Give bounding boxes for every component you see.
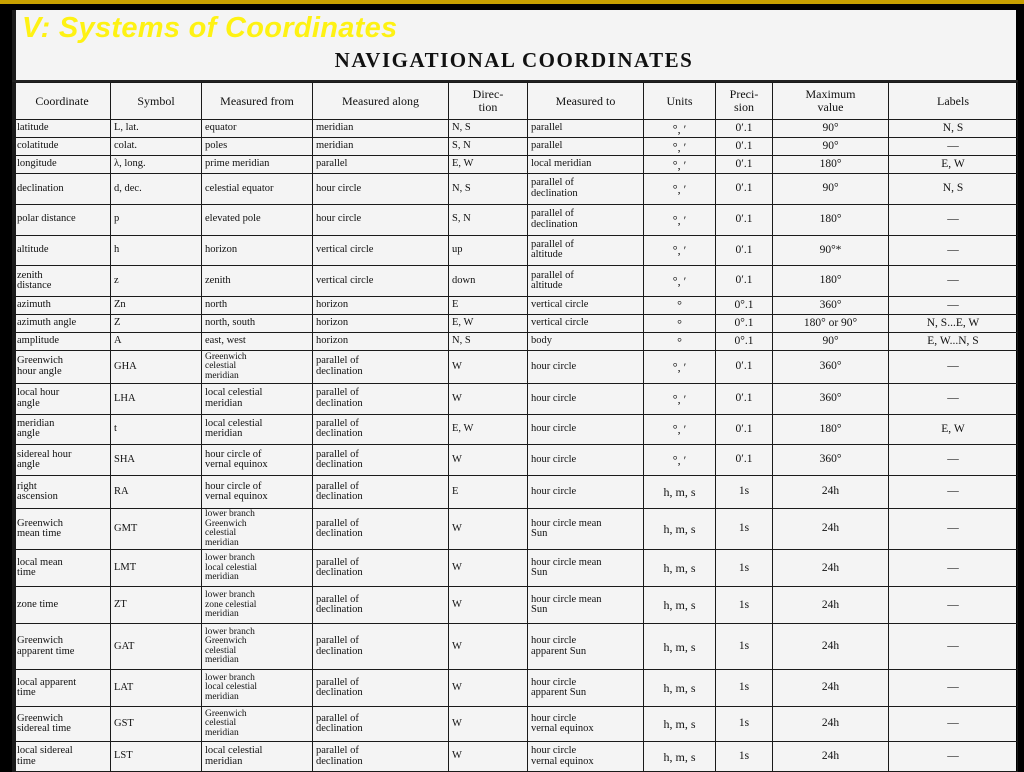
cell-maximum-value: 24h bbox=[773, 742, 889, 772]
cell-measured-from: east, west bbox=[202, 333, 313, 351]
cell-coordinate: local hour angle bbox=[14, 383, 111, 414]
cell-labels: — bbox=[889, 670, 1018, 707]
cell-labels: E, W bbox=[889, 156, 1018, 174]
cell-measured-along: parallel of declination bbox=[313, 742, 449, 772]
cell-direction: N, S bbox=[449, 120, 528, 138]
header-measured-along: Measured along bbox=[313, 83, 449, 120]
cell-direction: S, N bbox=[449, 138, 528, 156]
cell-maximum-value: 24h bbox=[773, 707, 889, 742]
cell-units: h, m, s bbox=[644, 587, 716, 624]
cell-maximum-value: 24h bbox=[773, 508, 889, 549]
cell-precision: 0′.1 bbox=[716, 351, 773, 384]
cell-symbol: SHA bbox=[111, 445, 202, 476]
cell-direction: E bbox=[449, 476, 528, 509]
cell-coordinate: azimuth angle bbox=[14, 315, 111, 333]
cell-measured-to: hour circle mean Sun bbox=[528, 587, 644, 624]
cell-direction: up bbox=[449, 235, 528, 266]
cell-units: h, m, s bbox=[644, 476, 716, 509]
cell-maximum-value: 360° bbox=[773, 383, 889, 414]
cell-units: °, ′ bbox=[644, 351, 716, 384]
cell-maximum-value: 360° bbox=[773, 296, 889, 314]
cell-labels: — bbox=[889, 707, 1018, 742]
cell-symbol: colat. bbox=[111, 138, 202, 156]
cell-labels: E, W...N, S bbox=[889, 333, 1018, 351]
cell-measured-to: parallel of altitude bbox=[528, 235, 644, 266]
cell-measured-along: horizon bbox=[313, 315, 449, 333]
cell-direction: N, S bbox=[449, 174, 528, 205]
cell-precision: 0′.1 bbox=[716, 266, 773, 297]
cell-measured-along: vertical circle bbox=[313, 235, 449, 266]
cell-symbol: ZT bbox=[111, 587, 202, 624]
header-labels: Labels bbox=[889, 83, 1018, 120]
cell-measured-from: zenith bbox=[202, 266, 313, 297]
cell-symbol: GST bbox=[111, 707, 202, 742]
cell-coordinate: colatitude bbox=[14, 138, 111, 156]
cell-measured-from: lower branch Greenwich celestial meridian bbox=[202, 508, 313, 549]
table-row bbox=[14, 138, 1018, 156]
cell-measured-from: lower branch local celestial meridian bbox=[202, 550, 313, 587]
table-row bbox=[14, 624, 1018, 670]
cell-symbol: λ, long. bbox=[111, 156, 202, 174]
cell-measured-from: lower branch zone celestial meridian bbox=[202, 587, 313, 624]
cell-symbol: p bbox=[111, 204, 202, 235]
cell-maximum-value: 360° bbox=[773, 351, 889, 384]
cell-labels: — bbox=[889, 587, 1018, 624]
cell-precision: 0′.1 bbox=[716, 156, 773, 174]
cell-measured-from: lower branch Greenwich celestial meridian bbox=[202, 624, 313, 670]
cell-measured-to: parallel of altitude bbox=[528, 266, 644, 297]
cell-symbol: LAT bbox=[111, 670, 202, 707]
cell-coordinate: altitude bbox=[14, 235, 111, 266]
cell-coordinate: azimuth bbox=[14, 296, 111, 314]
cell-symbol: LMT bbox=[111, 550, 202, 587]
cell-direction: E, W bbox=[449, 414, 528, 445]
cell-labels: — bbox=[889, 138, 1018, 156]
cell-maximum-value: 24h bbox=[773, 670, 889, 707]
cell-units: °, ′ bbox=[644, 445, 716, 476]
cell-measured-along: parallel of declination bbox=[313, 707, 449, 742]
cell-measured-from: prime meridian bbox=[202, 156, 313, 174]
cell-maximum-value: 24h bbox=[773, 587, 889, 624]
table-row bbox=[14, 508, 1018, 549]
cell-direction: down bbox=[449, 266, 528, 297]
table-row bbox=[14, 120, 1018, 138]
cell-maximum-value: 180° or 90° bbox=[773, 315, 889, 333]
cell-measured-from: local celestial meridian bbox=[202, 383, 313, 414]
cell-measured-from: hour circle of vernal equinox bbox=[202, 445, 313, 476]
cell-direction: W bbox=[449, 587, 528, 624]
cell-coordinate: polar distance bbox=[14, 204, 111, 235]
cell-measured-from: poles bbox=[202, 138, 313, 156]
cell-symbol: L, lat. bbox=[111, 120, 202, 138]
cell-direction: S, N bbox=[449, 204, 528, 235]
cell-units: °, ′ bbox=[644, 174, 716, 205]
cell-direction: W bbox=[449, 550, 528, 587]
cell-measured-to: body bbox=[528, 333, 644, 351]
cell-coordinate: Greenwich sidereal time bbox=[14, 707, 111, 742]
cell-precision: 0′.1 bbox=[716, 138, 773, 156]
cell-precision: 1s bbox=[716, 587, 773, 624]
cell-measured-from: horizon bbox=[202, 235, 313, 266]
table-row bbox=[14, 351, 1018, 384]
table-row bbox=[14, 235, 1018, 266]
cell-measured-to: hour circle bbox=[528, 476, 644, 509]
cell-measured-to: hour circle bbox=[528, 351, 644, 384]
cell-precision: 0°.1 bbox=[716, 296, 773, 314]
table-title: NAVIGATIONAL COORDINATES bbox=[334, 48, 694, 72]
cell-measured-from: celestial equator bbox=[202, 174, 313, 205]
cell-measured-to: vertical circle bbox=[528, 315, 644, 333]
cell-measured-along: meridian bbox=[313, 138, 449, 156]
cell-maximum-value: 90° bbox=[773, 138, 889, 156]
cell-maximum-value: 180° bbox=[773, 266, 889, 297]
table-row bbox=[14, 383, 1018, 414]
cell-measured-along: hour circle bbox=[313, 174, 449, 205]
cell-measured-from: Greenwich celestial meridian bbox=[202, 707, 313, 742]
cell-labels: — bbox=[889, 508, 1018, 549]
cell-labels: — bbox=[889, 296, 1018, 314]
cell-direction: W bbox=[449, 445, 528, 476]
cell-units: h, m, s bbox=[644, 670, 716, 707]
cell-precision: 1s bbox=[716, 476, 773, 509]
cell-maximum-value: 90°* bbox=[773, 235, 889, 266]
cell-coordinate: latitude bbox=[14, 120, 111, 138]
cell-labels: E, W bbox=[889, 414, 1018, 445]
cell-measured-from: lower branch local celestial meridian bbox=[202, 670, 313, 707]
cell-units: °, ′ bbox=[644, 138, 716, 156]
cell-measured-from: equator bbox=[202, 120, 313, 138]
cell-measured-from: hour circle of vernal equinox bbox=[202, 476, 313, 509]
cell-measured-to: hour circle bbox=[528, 414, 644, 445]
cell-measured-along: parallel of declination bbox=[313, 550, 449, 587]
cell-coordinate: Greenwich mean time bbox=[14, 508, 111, 549]
cell-symbol: LST bbox=[111, 742, 202, 772]
cell-precision: 0′.1 bbox=[716, 445, 773, 476]
cell-coordinate: Greenwich hour angle bbox=[14, 351, 111, 384]
cell-maximum-value: 180° bbox=[773, 156, 889, 174]
cell-measured-to: parallel of declination bbox=[528, 174, 644, 205]
cell-maximum-value: 180° bbox=[773, 204, 889, 235]
cell-direction: E bbox=[449, 296, 528, 314]
cell-symbol: RA bbox=[111, 476, 202, 509]
table-row bbox=[14, 550, 1018, 587]
header-symbol: Symbol bbox=[111, 83, 202, 120]
header-measured-from: Measured from bbox=[202, 83, 313, 120]
cell-measured-from: elevated pole bbox=[202, 204, 313, 235]
cell-measured-from: north bbox=[202, 296, 313, 314]
table-row bbox=[14, 296, 1018, 314]
cell-measured-along: hour circle bbox=[313, 204, 449, 235]
cell-direction: W bbox=[449, 624, 528, 670]
coordinates-table bbox=[13, 82, 1018, 772]
cell-labels: — bbox=[889, 204, 1018, 235]
cell-precision: 0′.1 bbox=[716, 204, 773, 235]
cell-direction: W bbox=[449, 707, 528, 742]
cell-direction: E, W bbox=[449, 315, 528, 333]
cell-measured-along: parallel of declination bbox=[313, 351, 449, 384]
cell-units: °, ′ bbox=[644, 120, 716, 138]
cell-symbol: LHA bbox=[111, 383, 202, 414]
cell-coordinate: longitude bbox=[14, 156, 111, 174]
cell-symbol: t bbox=[111, 414, 202, 445]
cell-units: ° bbox=[644, 315, 716, 333]
cell-labels: — bbox=[889, 624, 1018, 670]
cell-measured-to: hour circle mean Sun bbox=[528, 508, 644, 549]
cell-precision: 0′.1 bbox=[716, 120, 773, 138]
cell-measured-to: parallel bbox=[528, 120, 644, 138]
table-row bbox=[14, 707, 1018, 742]
cell-direction: W bbox=[449, 351, 528, 384]
table-row bbox=[14, 174, 1018, 205]
cell-measured-along: parallel of declination bbox=[313, 476, 449, 509]
cell-units: ° bbox=[644, 296, 716, 314]
cell-units: h, m, s bbox=[644, 550, 716, 587]
cell-measured-to: hour circle bbox=[528, 445, 644, 476]
cell-labels: — bbox=[889, 383, 1018, 414]
cell-precision: 1s bbox=[716, 624, 773, 670]
cell-precision: 0′.1 bbox=[716, 174, 773, 205]
cell-measured-along: parallel bbox=[313, 156, 449, 174]
cell-maximum-value: 24h bbox=[773, 476, 889, 509]
table-row bbox=[14, 742, 1018, 772]
cell-precision: 1s bbox=[716, 508, 773, 549]
cell-units: ° bbox=[644, 333, 716, 351]
cell-precision: 1s bbox=[716, 670, 773, 707]
header-coordinate: Coordinate bbox=[14, 83, 111, 120]
cell-precision: 1s bbox=[716, 550, 773, 587]
cell-measured-along: parallel of declination bbox=[313, 670, 449, 707]
header-direction: Direc- tion bbox=[449, 83, 528, 120]
cell-coordinate: local apparent time bbox=[14, 670, 111, 707]
cell-measured-along: parallel of declination bbox=[313, 508, 449, 549]
table-row bbox=[14, 587, 1018, 624]
cell-labels: — bbox=[889, 550, 1018, 587]
header-precision: Preci- sion bbox=[716, 83, 773, 120]
cell-measured-to: hour circle apparent Sun bbox=[528, 624, 644, 670]
cell-coordinate: sidereal hour angle bbox=[14, 445, 111, 476]
cell-measured-along: parallel of declination bbox=[313, 624, 449, 670]
cell-coordinate: zenith distance bbox=[14, 266, 111, 297]
cell-measured-to: hour circle mean Sun bbox=[528, 550, 644, 587]
cell-direction: E, W bbox=[449, 156, 528, 174]
table-header-row bbox=[14, 83, 1018, 120]
cell-labels: N, S...E, W bbox=[889, 315, 1018, 333]
cell-symbol: Zn bbox=[111, 296, 202, 314]
cell-measured-to: hour circle bbox=[528, 383, 644, 414]
slide-title: V: Systems of Coordinates bbox=[22, 12, 398, 44]
cell-measured-from: local celestial meridian bbox=[202, 414, 313, 445]
cell-labels: — bbox=[889, 445, 1018, 476]
cell-units: h, m, s bbox=[644, 508, 716, 549]
cell-units: °, ′ bbox=[644, 383, 716, 414]
cell-measured-from: local celestial meridian bbox=[202, 742, 313, 772]
cell-precision: 0′.1 bbox=[716, 414, 773, 445]
table-row bbox=[14, 333, 1018, 351]
cell-labels: — bbox=[889, 266, 1018, 297]
cell-measured-along: horizon bbox=[313, 333, 449, 351]
header-measured-to: Measured to bbox=[528, 83, 644, 120]
cell-precision: 0′.1 bbox=[716, 235, 773, 266]
cell-precision: 1s bbox=[716, 707, 773, 742]
cell-coordinate: amplitude bbox=[14, 333, 111, 351]
cell-labels: N, S bbox=[889, 120, 1018, 138]
table-row bbox=[14, 315, 1018, 333]
cell-symbol: z bbox=[111, 266, 202, 297]
cell-labels: — bbox=[889, 476, 1018, 509]
cell-coordinate: Greenwich apparent time bbox=[14, 624, 111, 670]
cell-units: °, ′ bbox=[644, 414, 716, 445]
cell-measured-along: parallel of declination bbox=[313, 414, 449, 445]
cell-measured-to: parallel of declination bbox=[528, 204, 644, 235]
cell-measured-along: parallel of declination bbox=[313, 383, 449, 414]
cell-maximum-value: 180° bbox=[773, 414, 889, 445]
cell-direction: W bbox=[449, 508, 528, 549]
cell-maximum-value: 90° bbox=[773, 174, 889, 205]
cell-maximum-value: 90° bbox=[773, 333, 889, 351]
cell-measured-to: parallel bbox=[528, 138, 644, 156]
cell-precision: 0′.1 bbox=[716, 383, 773, 414]
cell-precision: 0°.1 bbox=[716, 333, 773, 351]
cell-measured-to: hour circle vernal equinox bbox=[528, 742, 644, 772]
cell-direction: W bbox=[449, 742, 528, 772]
cell-symbol: GMT bbox=[111, 508, 202, 549]
cell-measured-along: parallel of declination bbox=[313, 587, 449, 624]
cell-measured-along: horizon bbox=[313, 296, 449, 314]
header-units: Units bbox=[644, 83, 716, 120]
cell-maximum-value: 24h bbox=[773, 624, 889, 670]
cell-measured-to: hour circle apparent Sun bbox=[528, 670, 644, 707]
cell-measured-along: parallel of declination bbox=[313, 445, 449, 476]
cell-units: h, m, s bbox=[644, 624, 716, 670]
cell-coordinate: local mean time bbox=[14, 550, 111, 587]
cell-symbol: Z bbox=[111, 315, 202, 333]
header-maximum-value: Maximum value bbox=[773, 83, 889, 120]
cell-units: °, ′ bbox=[644, 235, 716, 266]
cell-maximum-value: 360° bbox=[773, 445, 889, 476]
cell-coordinate: zone time bbox=[14, 587, 111, 624]
cell-labels: — bbox=[889, 351, 1018, 384]
cell-symbol: GHA bbox=[111, 351, 202, 384]
cell-labels: N, S bbox=[889, 174, 1018, 205]
cell-measured-from: Greenwich celestial meridian bbox=[202, 351, 313, 384]
cell-labels: — bbox=[889, 235, 1018, 266]
cell-symbol: GAT bbox=[111, 624, 202, 670]
cell-units: h, m, s bbox=[644, 742, 716, 772]
table-row bbox=[14, 476, 1018, 509]
cell-units: °, ′ bbox=[644, 266, 716, 297]
cell-symbol: h bbox=[111, 235, 202, 266]
cell-coordinate: meridian angle bbox=[14, 414, 111, 445]
cell-units: °, ′ bbox=[644, 156, 716, 174]
cell-measured-to: vertical circle bbox=[528, 296, 644, 314]
table-row bbox=[14, 204, 1018, 235]
cell-symbol: A bbox=[111, 333, 202, 351]
cell-measured-along: meridian bbox=[313, 120, 449, 138]
cell-direction: W bbox=[449, 383, 528, 414]
cell-units: °, ′ bbox=[644, 204, 716, 235]
cell-precision: 1s bbox=[716, 742, 773, 772]
cell-measured-to: local meridian bbox=[528, 156, 644, 174]
cell-maximum-value: 90° bbox=[773, 120, 889, 138]
table-row bbox=[14, 445, 1018, 476]
table-row bbox=[14, 156, 1018, 174]
cell-coordinate: local sidereal time bbox=[14, 742, 111, 772]
cell-measured-to: hour circle vernal equinox bbox=[528, 707, 644, 742]
cell-units: h, m, s bbox=[644, 707, 716, 742]
cell-measured-from: north, south bbox=[202, 315, 313, 333]
table-row bbox=[14, 670, 1018, 707]
cell-symbol: d, dec. bbox=[111, 174, 202, 205]
cell-maximum-value: 24h bbox=[773, 550, 889, 587]
cell-coordinate: declination bbox=[14, 174, 111, 205]
cell-labels: — bbox=[889, 742, 1018, 772]
cell-measured-along: vertical circle bbox=[313, 266, 449, 297]
cell-precision: 0°.1 bbox=[716, 315, 773, 333]
table-row bbox=[14, 266, 1018, 297]
cell-coordinate: right ascension bbox=[14, 476, 111, 509]
cell-direction: N, S bbox=[449, 333, 528, 351]
table-body bbox=[14, 120, 1018, 772]
cell-direction: W bbox=[449, 670, 528, 707]
table-row bbox=[14, 414, 1018, 445]
